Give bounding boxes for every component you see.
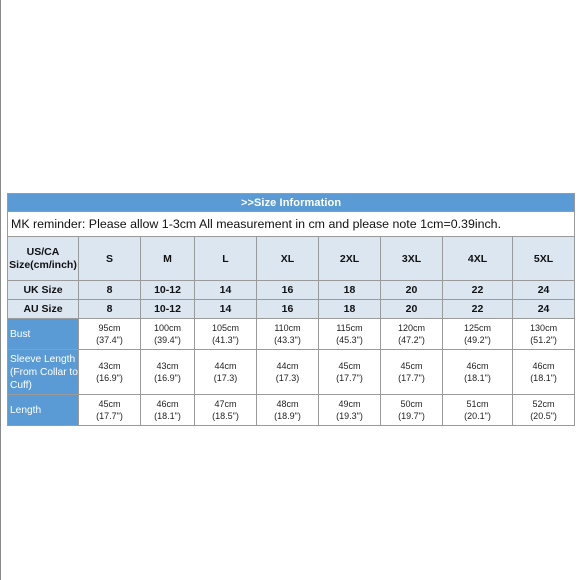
inch-value: (17.7") bbox=[96, 411, 123, 421]
cm-value: 52cm bbox=[532, 399, 555, 409]
sleeve-cell bbox=[513, 350, 575, 395]
cm-value: 43cm bbox=[98, 361, 121, 371]
cm-value: 46cm bbox=[532, 361, 555, 371]
cm-value: 120cm bbox=[397, 323, 425, 333]
au-size-cell: 10-12 bbox=[141, 300, 195, 319]
inch-value: (16.9") bbox=[154, 373, 181, 383]
reminder-row bbox=[8, 212, 575, 237]
length-cell bbox=[513, 395, 575, 426]
sleeve-length-row bbox=[8, 350, 575, 395]
inch-value: (49.2") bbox=[464, 335, 491, 345]
size-cell: 5XL bbox=[513, 237, 575, 281]
cm-value: 115cm bbox=[336, 323, 363, 333]
inch-value: (17.3) bbox=[275, 373, 300, 383]
sleeve-cell bbox=[79, 350, 141, 395]
inch-value: (18.1") bbox=[530, 373, 557, 383]
bust-cell bbox=[319, 319, 381, 350]
sleeve-cell bbox=[195, 350, 257, 395]
size-chart-table bbox=[7, 193, 575, 426]
uk-size-cell: 18 bbox=[319, 281, 381, 300]
cm-value: 43cm bbox=[156, 361, 179, 371]
inch-value: (18.5") bbox=[212, 411, 239, 421]
inch-value: (18.1") bbox=[154, 411, 181, 421]
uk-size-cell: 14 bbox=[195, 281, 257, 300]
uk-size-cell: 8 bbox=[79, 281, 141, 300]
size-cell: L bbox=[195, 237, 257, 281]
cm-value: 45cm bbox=[98, 399, 121, 409]
us-size-row bbox=[8, 237, 575, 281]
sleeve-length-label: Sleeve Length (From Collar to Cuff) bbox=[8, 350, 79, 395]
cm-value: 51cm bbox=[466, 399, 489, 409]
size-cell: 3XL bbox=[381, 237, 443, 281]
uk-size-cell: 22 bbox=[443, 281, 513, 300]
au-size-cell: 8 bbox=[79, 300, 141, 319]
bust-cell bbox=[381, 319, 443, 350]
bust-cell bbox=[257, 319, 319, 350]
au-size-cell: 22 bbox=[443, 300, 513, 319]
bust-cell bbox=[79, 319, 141, 350]
length-cell bbox=[443, 395, 513, 426]
left-border-line bbox=[0, 0, 1, 580]
au-size-cell: 18 bbox=[319, 300, 381, 319]
bust-cell bbox=[141, 319, 195, 350]
length-cell bbox=[319, 395, 381, 426]
length-cell bbox=[79, 395, 141, 426]
us-size-label: US/CA Size(cm/inch) bbox=[8, 237, 79, 281]
uk-size-cell: 24 bbox=[513, 281, 575, 300]
inch-value: (41.3") bbox=[212, 335, 239, 345]
cm-value: 105cm bbox=[211, 323, 239, 333]
au-size-cell: 20 bbox=[381, 300, 443, 319]
inch-value: (19.3") bbox=[336, 411, 363, 421]
cm-value: 48cm bbox=[276, 399, 299, 409]
cm-value: 130cm bbox=[530, 323, 558, 333]
inch-value: (20.5") bbox=[530, 411, 557, 421]
cm-value: 125cm bbox=[463, 323, 491, 333]
length-cell bbox=[381, 395, 443, 426]
cm-value: 100cm bbox=[153, 323, 181, 333]
cm-value: 110cm bbox=[274, 323, 301, 333]
bust-cell bbox=[195, 319, 257, 350]
sleeve-cell bbox=[257, 350, 319, 395]
inch-value: (39.4") bbox=[154, 335, 181, 345]
cm-value: 44cm bbox=[214, 361, 237, 371]
inch-value: (47.2") bbox=[398, 335, 425, 345]
inch-value: (20.1") bbox=[464, 411, 491, 421]
au-size-cell: 24 bbox=[513, 300, 575, 319]
bust-row bbox=[8, 319, 575, 350]
inch-value: (17.7") bbox=[398, 373, 425, 383]
inch-value: (17.7") bbox=[336, 373, 363, 383]
bust-cell bbox=[443, 319, 513, 350]
title-row bbox=[8, 194, 575, 212]
sleeve-cell bbox=[381, 350, 443, 395]
length-row bbox=[8, 395, 575, 426]
size-cell: 4XL bbox=[443, 237, 513, 281]
inch-value: (17.3) bbox=[213, 373, 238, 383]
uk-size-cell: 16 bbox=[257, 281, 319, 300]
size-cell: XL bbox=[257, 237, 319, 281]
sleeve-cell bbox=[141, 350, 195, 395]
size-cell: 2XL bbox=[319, 237, 381, 281]
inch-value: (18.1") bbox=[464, 373, 491, 383]
cm-value: 44cm bbox=[276, 361, 299, 371]
size-information-title: >>Size Information bbox=[8, 194, 575, 212]
uk-size-cell: 20 bbox=[381, 281, 443, 300]
cm-value: 50cm bbox=[400, 399, 423, 409]
cm-value: 47cm bbox=[214, 399, 237, 409]
au-size-row bbox=[8, 300, 575, 319]
length-label: Length bbox=[8, 395, 79, 426]
inch-value: (43.3") bbox=[274, 335, 301, 345]
bust-label: Bust bbox=[8, 319, 79, 350]
bust-cell bbox=[513, 319, 575, 350]
inch-value: (37.4") bbox=[96, 335, 123, 345]
measurement-reminder: MK reminder: Please allow 1-3cm All measurement in cm and please note 1cm=0.39inch. bbox=[8, 212, 575, 237]
cm-value: 45cm bbox=[338, 361, 361, 371]
inch-value: (19.7") bbox=[398, 411, 425, 421]
inch-value: (16.9") bbox=[96, 373, 123, 383]
inch-value: (51.2") bbox=[530, 335, 557, 345]
uk-size-label: UK Size bbox=[8, 281, 79, 300]
cm-value: 46cm bbox=[156, 399, 179, 409]
au-size-label: AU Size bbox=[8, 300, 79, 319]
uk-size-cell: 10-12 bbox=[141, 281, 195, 300]
au-size-cell: 14 bbox=[195, 300, 257, 319]
length-cell bbox=[195, 395, 257, 426]
size-cell: M bbox=[141, 237, 195, 281]
inch-value: (18.9") bbox=[274, 411, 301, 421]
length-cell bbox=[257, 395, 319, 426]
sleeve-cell bbox=[319, 350, 381, 395]
size-cell: S bbox=[79, 237, 141, 281]
cm-value: 49cm bbox=[338, 399, 361, 409]
cm-value: 95cm bbox=[98, 323, 121, 333]
cm-value: 46cm bbox=[466, 361, 489, 371]
au-size-cell: 16 bbox=[257, 300, 319, 319]
inch-value: (45.3") bbox=[336, 335, 363, 345]
cm-value: 45cm bbox=[400, 361, 423, 371]
uk-size-row bbox=[8, 281, 575, 300]
sleeve-cell bbox=[443, 350, 513, 395]
length-cell bbox=[141, 395, 195, 426]
